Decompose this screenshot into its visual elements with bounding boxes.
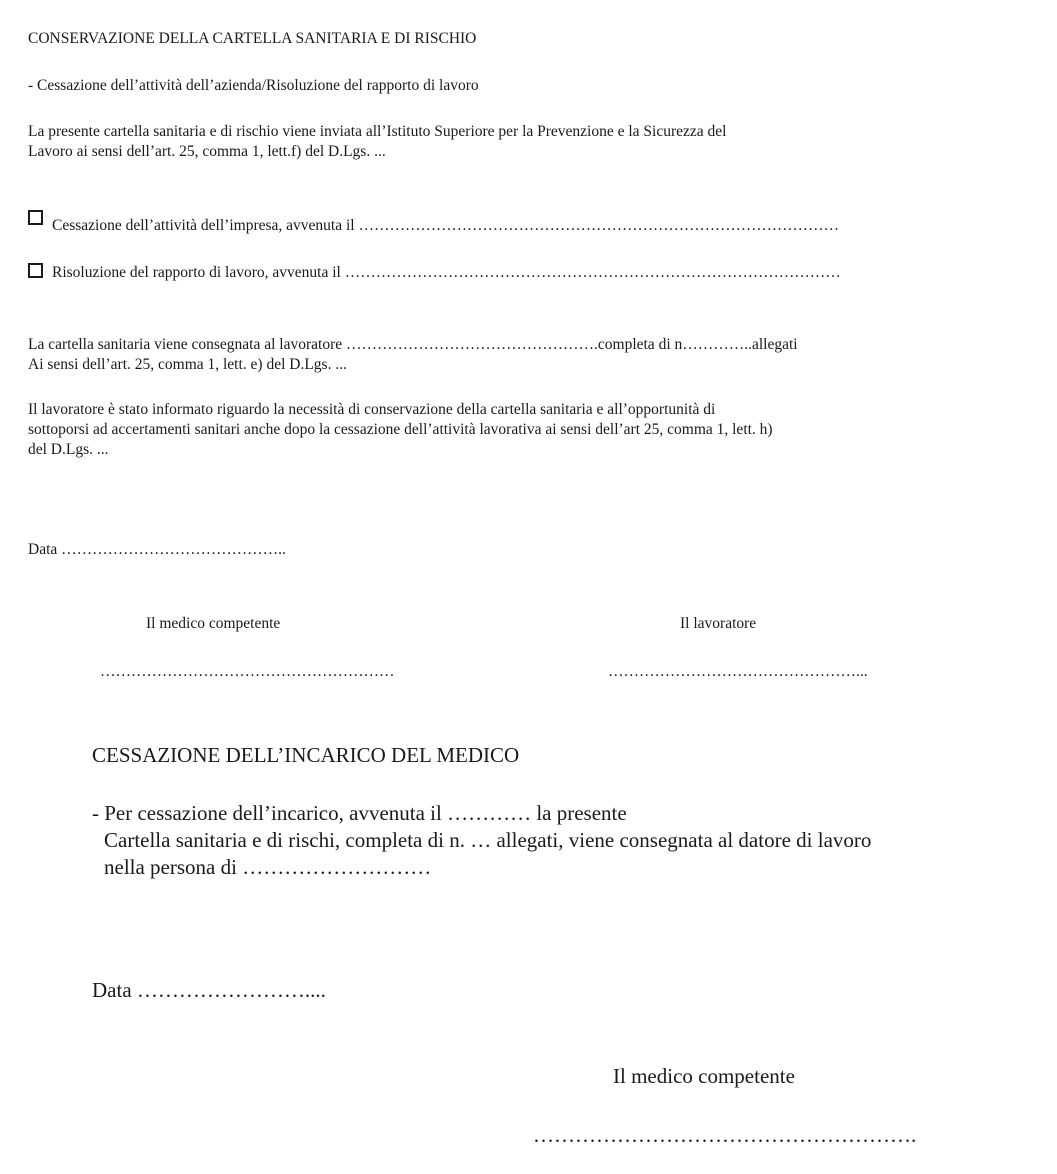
checkbox-risoluzione-rapporto[interactable] [28,263,43,278]
section2-line-1: - Per cessazione dell’incarico, avvenuta il ………… la presente [92,801,627,825]
signature-doctor-label: Il medico competente [146,615,281,632]
section1-subtitle: - Cessazione dell’attività dell’azienda/Risoluzione del rapporto di lavoro [28,77,479,94]
checkbox-cessazione-impresa[interactable] [28,210,43,225]
signature-worker-line: …………………………………………... [608,663,868,680]
option-risoluzione-rapporto: Risoluzione del rapporto di lavoro, avvenuta il …………………………………………………………………………………… [52,264,841,281]
info-line-1: Il lavoratore è stato informato riguardo la necessità di conservazione della cartella sanitaria e all’opportunità di [28,401,716,418]
option-cessazione-impresa: Cessazione dell’attività dell’impresa, avvenuta il ………………………………………………………………………………… [52,217,839,234]
section2-signature-label: Il medico competente [613,1064,795,1088]
delivery-line-1: La cartella sanitaria viene consegnata al lavoratore ………………………………………….completa di n…………..allegati [28,336,798,353]
intro-line-1: La presente cartella sanitaria e di rischio viene inviata all’Istituto Superiore per la Prevenzione e la Sicurezza del [28,123,727,140]
section1-title: CONSERVAZIONE DELLA CARTELLA SANITARIA E DI RISCHIO [28,30,477,47]
info-line-3: del D.Lgs. ... [28,441,109,458]
section2-title: CESSAZIONE DELL’INCARICO DEL MEDICO [92,743,520,767]
section1-date-field: Data …………………………………….. [28,541,286,558]
signature-worker-label: Il lavoratore [680,615,757,632]
info-line-2: sottoporsi ad accertamenti sanitari anche dopo la cessazione dell’attività lavorativa ai sensi dell’art 25, comma 1, lett. h) [28,421,773,438]
section2-line-3: nella persona di ……………………… [104,855,432,879]
section2-signature-line: ………………………………………………. [533,1123,917,1147]
delivery-line-2: Ai sensi dell’art. 25, comma 1, lett. e) del D.Lgs. ... [28,356,347,373]
signature-doctor-line: ………………………………………………… [100,663,395,680]
section2-line-2: Cartella sanitaria e di rischi, completa di n. … allegati, viene consegnata al datore di lavoro [104,828,872,852]
section2-date-field: Data …………………….... [92,978,326,1002]
intro-line-2: Lavoro ai sensi dell’art. 25, comma 1, lett.f) del D.Lgs. ... [28,143,386,160]
